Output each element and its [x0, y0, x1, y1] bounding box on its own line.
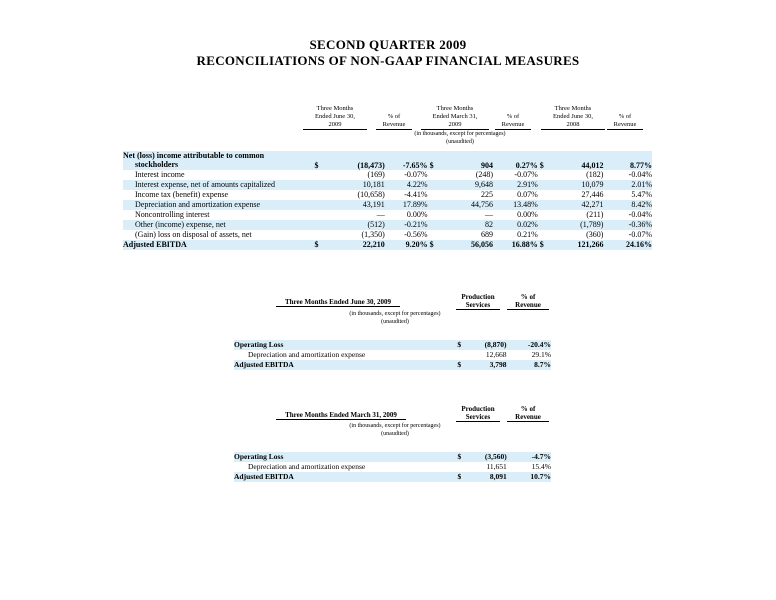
t1-col-header-pct1: % of Revenue	[376, 105, 412, 130]
t3-units-note: (in thousands, except for percentages) (unaudited)	[349, 423, 441, 437]
t2-col-header-production: Production Services	[456, 293, 500, 310]
t1-col-header-jun2009: Three Months Ended June 30, 2009	[303, 105, 367, 130]
row-label: Net (loss) income attributable to common	[123, 151, 265, 160]
table-row: Adjusted EBITDA $ 22,210 9.20% $ 56,056 16.88% $ 121,266 24.16%	[123, 240, 652, 249]
page-title-line2: RECONCILIATIONS OF NON-GAAP FINANCIAL MEASURES	[196, 53, 580, 68]
t3-col-header-pct: % of Revenue	[507, 405, 549, 422]
table-row: Interest expense, net of amounts capitalized 10,181 4.22% 9,648 2.91% 10,079 2.01%	[123, 180, 652, 190]
table-row: Adjusted EBITDA $ 3,798 8.7%	[234, 360, 551, 369]
t2-col-header-pct: % of Revenue	[507, 293, 549, 310]
page-title-line1: SECOND QUARTER 2009	[309, 37, 467, 52]
t1-col-header-jun2008: Three Months Ended June 30, 2008	[541, 105, 605, 130]
table-row: Depreciation and amortization expense 12,668 29.1%	[248, 350, 551, 359]
t1-col-header-mar2009: Three Months Ended March 31, 2009	[421, 105, 489, 130]
table-row: Noncontrolling interest — 0.00% — 0.00% (211) -0.04%	[135, 210, 652, 219]
t1-units-note: (in thousands, except for percentages) (unaudited)	[414, 131, 506, 145]
row-label: stockholders	[135, 160, 179, 169]
table-row: Depreciation and amortization expense 43,191 17.89% 44,756 13.48% 42,271 8.42%	[123, 200, 652, 210]
cell-pct: -7.65%	[385, 151, 428, 170]
table-row: Interest income (169) -0.07% (248) -0.07% (182) -0.04%	[135, 170, 652, 179]
reconciliation-table-consolidated	[123, 151, 652, 250]
table-row: Adjusted EBITDA $ 8,091 10.7%	[234, 472, 551, 481]
table-row: Other (income) expense, net (512) -0.21% 82 0.02% (1,789) -0.36%	[123, 220, 652, 230]
cell-value: 44,012	[549, 151, 603, 170]
t2-period-header: Three Months Ended June 30, 2009	[276, 298, 400, 307]
t2-units-note: (in thousands, except for percentages) (unaudited)	[349, 311, 441, 325]
reconciliation-table-q2-2009	[234, 340, 551, 370]
t3-col-header-production: Production Services	[456, 405, 500, 422]
table-row: Depreciation and amortization expense 11,651 15.4%	[248, 462, 551, 471]
cell-pct: 0.27%	[493, 151, 538, 170]
cell-value: 904	[439, 151, 493, 170]
table-row: Operating Loss $ (3,560) -4.7%	[234, 452, 551, 461]
table-row: Operating Loss $ (8,870) -20.4%	[234, 340, 551, 349]
t1-col-header-pct2: % of Revenue	[495, 105, 531, 130]
reconciliation-table-q1-2009	[234, 452, 551, 482]
t1-col-header-pct3: % of Revenue	[607, 105, 643, 130]
table-row: (Gain) loss on disposal of assets, net (1,350) -0.56% 689 0.21% (360) -0.07%	[135, 230, 652, 239]
table-row: Net (loss) income attributable to common stockholders $ (18,473) -7.65% $ 904 0.27% $ 44,012 8.77%	[123, 151, 652, 170]
t3-period-header: Three Months Ended March 31, 2009	[276, 411, 406, 420]
cell-pct: 8.77%	[603, 151, 652, 170]
cell-value: (18,473)	[332, 151, 385, 170]
table-row: Income tax (benefit) expense (10,658) -4.41% 225 0.07% 27,446 5.47%	[135, 190, 652, 199]
